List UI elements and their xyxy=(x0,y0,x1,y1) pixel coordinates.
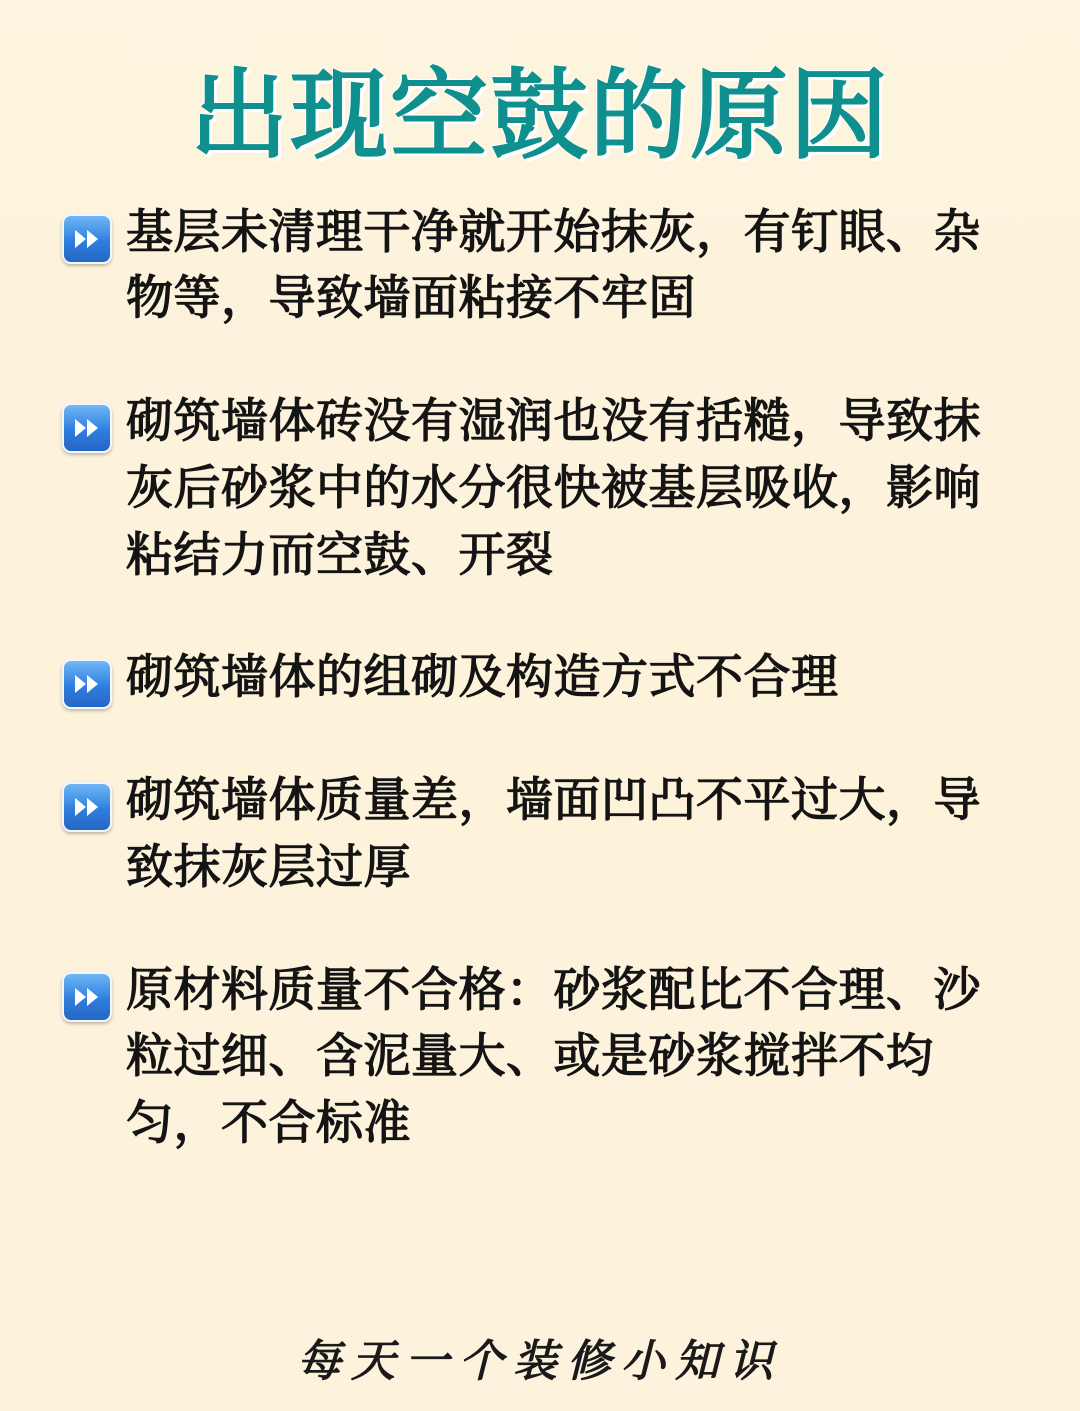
list-item-text: 基层未清理干净就开始抹灰，有钉眼、杂物等，导致墙面粘接不牢固 xyxy=(126,204,981,327)
list-item xyxy=(62,200,1018,333)
list-item xyxy=(62,768,1018,901)
list-item xyxy=(62,958,1018,1158)
list-item xyxy=(62,389,1018,589)
list-item-text: 砌筑墙体质量差，墙面凹凸不平过大，导致抹灰层过厚 xyxy=(126,773,981,895)
list-item-text: 砌筑墙体的组砌及构造方式不合理 xyxy=(126,650,839,706)
fast-forward-icon xyxy=(62,403,112,453)
page-title: 出现空鼓的原因 xyxy=(189,59,890,173)
list-item-text: 原材料质量不合格：砂浆配比不合理、沙粒过细、含泥量大、或是砂浆搅拌不均匀，不合标准 xyxy=(126,962,981,1152)
fast-forward-icon xyxy=(62,659,112,709)
list-item-text: 砌筑墙体砖没有湿润也没有括糙，导致抹灰后砂浆中的水分很快被基层吸收，影响粘结力而空鼓、开裂 xyxy=(126,394,981,583)
fast-forward-icon xyxy=(62,972,112,1022)
reasons-list xyxy=(0,182,1080,1158)
fast-forward-icon xyxy=(62,214,112,264)
footer-tagline: 每天一个装修小知识 xyxy=(297,1336,783,1387)
fast-forward-icon xyxy=(62,782,112,832)
list-item xyxy=(62,645,1018,712)
